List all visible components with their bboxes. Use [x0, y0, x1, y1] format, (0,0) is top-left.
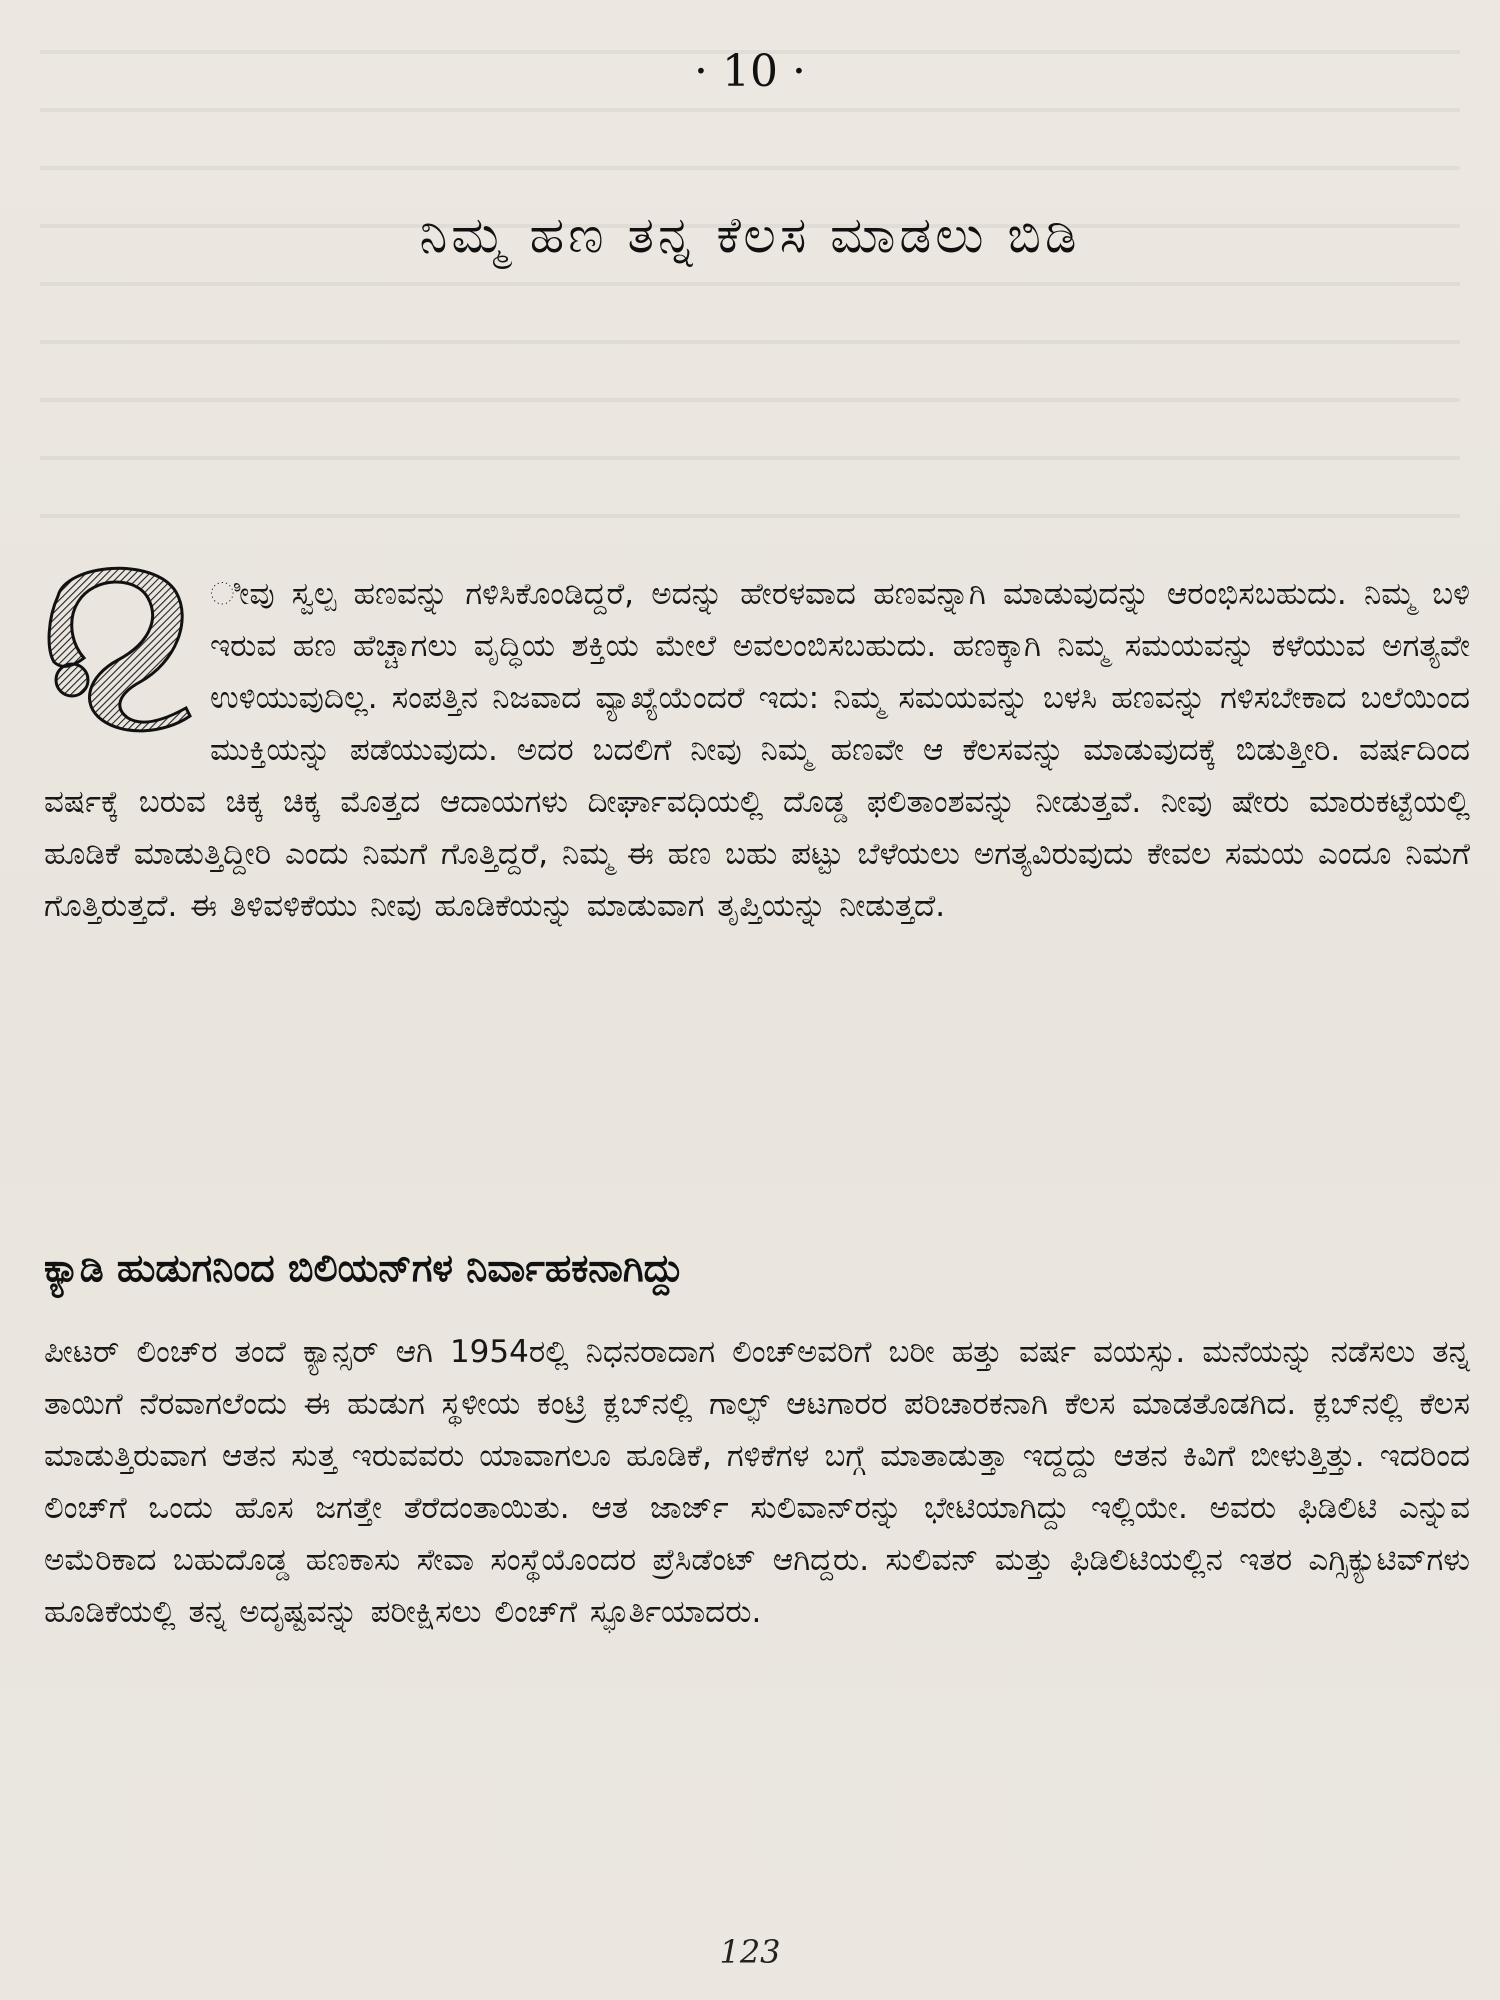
chapter-number: · 10 ·: [694, 46, 806, 97]
intro-paragraph: ೀವು ಸ್ವಲ್ಪ ಹಣವನ್ನು ಗಳಿಸಿಕೊಂಡಿದ್ದರೆ, ಅದನ್ನು ಹೇರಳವಾದ ಹಣವನ್ನಾಗಿ ಮಾಡುವುದನ್ನು ಆರಂಭಿಸಬಹುದು. ನಿಮ್ಮ ಬಳಿ ಇರುವ ಹಣ ಹೆಚ್ಚಾಗಲು ವೃದ್ಧಿಯ ಶಕ್ತಿಯ ಮೇಲೆ ಅವಲಂಬಿಸಬಹುದು. ಹಣಕ್ಕಾಗಿ ನಿಮ್ಮ ಸಮಯವನ್ನು ಕಳೆಯುವ ಅಗತ್ಯವೇ ಉಳಿಯುವುದಿಲ್ಲ. ಸಂಪತ್ತಿನ ನಿಜವಾದ ವ್ಯಾಖ್ಯೆಯೆಂದರೆ ಇದು: ನಿಮ್ಮ ಸಮಯವನ್ನು ಬಳಸಿ ಹಣವನ್ನು ಗಳಿಸಬೇಕಾದ ಬಲೆಯಿಂದ ಮುಕ್ತಿಯನ್ನು ಪಡೆಯುವುದು. ಅದರ ಬದಲಿಗೆ ನೀವು ನಿಮ್ಮ ಹಣವೇ ಆ ಕೆಲಸವನ್ನು ಮಾಡುವುದಕ್ಕೆ ಬಿಡುತ್ತೀರಿ. ವರ್ಷದಿಂದ ವರ್ಷಕ್ಕೆ ಬರುವ ಚಿಕ್ಕ ಚಿಕ್ಕ ಮೊತ್ತದ ಆದಾಯಗಳು ದೀರ್ಘಾವಧಿಯಲ್ಲಿ ದೊಡ್ಡ ಫಲಿತಾಂಶವನ್ನು ನೀಡುತ್ತವೆ. ನೀವು ಷೇರು ಮಾರುಕಟ್ಟೆಯಲ್ಲಿ ಹೂಡಿಕೆ ಮಾಡುತ್ತಿದ್ದೀರಿ ಎಂದು ನಿಮಗೆ ಗೊತ್ತಿದ್ದರೆ, ನಿಮ್ಮ ಈ ಹಣ ಬಹು ಪಟ್ಟು ಬೆಳೆಯಲು ಅಗತ್ಯವಿರುವುದು ಕೇವಲ ಸಮಯ ಎಂದೂ ನಿಮಗೆ ಗೊತ್ತಿರುತ್ತದೆ. ಈ ತಿಳಿವಳಿಕೆಯು ನೀವು ಹೂಡಿಕೆಯನ್ನು ಮಾಡುವಾಗ ತೃಪ್ತಿಯನ್ನು ನೀಡುತ್ತದೆ.: [44, 576, 1470, 924]
section-paragraph: ಪೀಟರ್ ಲಿಂಚ್‌ರ ತಂದೆ ಕ್ಯಾನ್ಸರ್ ಆಗಿ 1954ರಲ್ಲಿ ನಿಧನರಾದಾಗ ಲಿಂಚ್‌ಅವರಿಗೆ ಬರೀ ಹತ್ತು ವರ್ಷ ವಯಸ್ಸು. ಮನೆಯನ್ನು ನಡೆಸಲು ತನ್ನ ತಾಯಿಗೆ ನೆರವಾಗಲೆಂದು ಈ ಹುಡುಗ ಸ್ಥಳೀಯ ಕಂಟ್ರಿ ಕ್ಲಬ್‌ನಲ್ಲಿ ಗಾಲ್ಫ್ ಆಟಗಾರರ ಪರಿಚಾರಕನಾಗಿ ಕೆಲಸ ಮಾಡತೊಡಗಿದ. ಕ್ಲಬ್‌ನಲ್ಲಿ ಕೆಲಸ ಮಾಡುತ್ತಿರುವಾಗ ಆತನ ಸುತ್ತ ಇರುವವರು ಯಾವಾಗಲೂ ಹೂಡಿಕೆ, ಗಳಿಕೆಗಳ ಬಗ್ಗೆ ಮಾತಾಡುತ್ತಾ ಇದ್ದದ್ದು ಆತನ ಕಿವಿಗೆ ಬೀಳುತ್ತಿತ್ತು. ಇದರಿಂದ ಲಿಂಚ್‌ಗೆ ಒಂದು ಹೊಸ ಜಗತ್ತೇ ತೆರೆದಂತಾಯಿತು. ಆತ ಜಾರ್ಜ್ ಸುಲಿವಾನ್‌ರನ್ನು ಭೇಟಿಯಾಗಿದ್ದು ಇಲ್ಲಿಯೇ. ಅವರು ಫಿಡಿಲಿಟಿ ಎನ್ನುವ ಅಮೆರಿಕಾದ ಬಹುದೊಡ್ಡ ಹಣಕಾಸು ಸೇವಾ ಸಂಸ್ಥೆಯೊಂದರ ಪ್ರೆಸಿಡೆಂಟ್ ಆಗಿದ್ದರು. ಸುಲಿವನ್ ಮತ್ತು ಫಿಡಿಲಿಟಿಯಲ್ಲಿನ ಇತರ ಎಗ್ಸಿಕ್ಯುಟಿವ್‌ಗಳು ಹೂಡಿಕೆಯಲ್ಲಿ ತನ್ನ ಅದೃಷ್ಟವನ್ನು ಪರೀಕ್ಷಿಸಲು ಲಿಂಚ್‌ಗೆ ಸ್ಫೂರ್ತಿಯಾದರು.: [44, 1334, 1470, 1630]
section-body: [44, 1326, 1470, 1638]
chapter-title: ನಿಮ್ಮ ಹಣ ತನ್ನ ಕೆಲಸ ಮಾಡಲು ಬಿಡಿ: [419, 206, 1081, 264]
section-heading: ಕ್ಯಾಡಿ ಹುಡುಗನಿಂದ ಬಿಲಿಯನ್‌ಗಳ ನಿರ್ವಾಹಕನಾಗಿದ್ದು: [44, 1246, 684, 1290]
page-number: 123: [719, 1933, 781, 1971]
intro-paragraph-block: [44, 568, 1470, 932]
dropcap-ornament-icon: [44, 558, 194, 734]
